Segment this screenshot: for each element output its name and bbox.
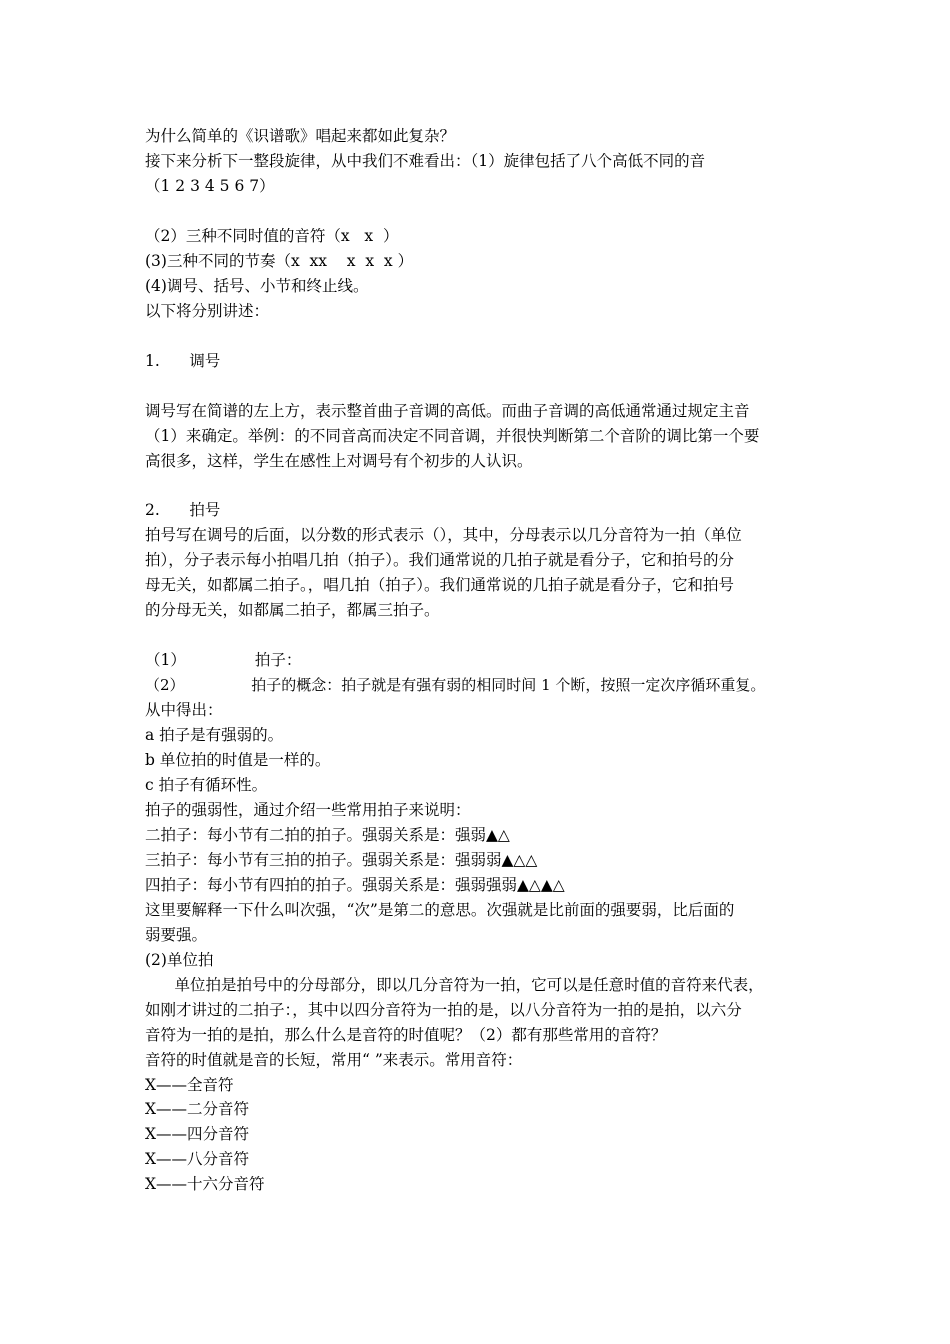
text-line: (4)调号、括号、小节和终止线。 — [145, 277, 369, 295]
section-heading: (2)单位拍 — [145, 951, 214, 969]
list-item: X——十六分音符 — [145, 1175, 265, 1193]
text-line: 二拍子：每小节有二拍的拍子。强弱关系是：强弱▲△ — [145, 826, 510, 844]
text-line: （2） 拍子的概念：拍子就是有强有弱的相同时间 1 个断，按照一定次序循环重复。 — [145, 676, 766, 694]
text-line: 单位拍是拍号中的分母部分，即以几分音符为一拍，它可以是任意时值的音符来代表， — [145, 976, 764, 994]
text-line: 调号写在简谱的左上方，表示整首曲子音调的高低。而曲子音调的高低通常通过规定主音 — [145, 402, 750, 420]
text-line: c 拍子有循环性。 — [145, 776, 268, 794]
text-line: 三拍子：每小节有三拍的拍子。强弱关系是：强弱弱▲△△ — [145, 851, 538, 869]
text-line: 为什么简单的《识谱歌》唱起来都如此复杂？ — [145, 127, 456, 145]
text-line: a 拍子是有强弱的。 — [145, 726, 284, 744]
list-item: X——四分音符 — [145, 1125, 250, 1143]
text-line: (3)三种不同的节奏（x xx x x x ） — [145, 252, 414, 270]
text-line: 这里要解释一下什么叫次强，“次”是第二的意思。次强就是比前面的强要弱，比后面的 — [145, 901, 735, 919]
list-item: X——全音符 — [145, 1076, 234, 1094]
text-line: 拍号写在调号的后面，以分数的形式表示（），其中，分母表示以几分音符为一拍（单位 — [145, 526, 742, 544]
text-line: 弱要强。 — [145, 926, 208, 944]
text-line: 高很多，这样，学生在感性上对调号有个初步的人认识。 — [145, 452, 533, 470]
section-heading: 1. 调号 — [145, 352, 221, 370]
text-line: （1 2 3 4 5 6 7） — [145, 177, 275, 195]
text-line: 音符为一拍的是拍，那么什么是音符的时值呢？（2）都有那些常用的音符？ — [145, 1026, 667, 1044]
text-line: 拍子的强弱性，通过介绍一些常用拍子来说明： — [145, 801, 471, 819]
text-line: 音符的时值就是音的长短，常用“ ”来表示。常用音符： — [145, 1051, 523, 1069]
section-heading: 2. 拍号 — [145, 501, 221, 519]
text-line: 以下将分别讲述： — [145, 302, 270, 320]
text-line: 的分母无关，如都属二拍子，都属三拍子。 — [145, 601, 440, 619]
text-line: 从中得出： — [145, 701, 223, 719]
text-line: 四拍子：每小节有四拍的拍子。强弱关系是：强弱强弱▲△▲△ — [145, 876, 565, 894]
text-line: （1）来确定。举例：的不同音高而决定不同音调，并很快判断第二个音阶的调比第一个要 — [145, 427, 760, 445]
text-line: 如刚才讲过的二拍子：，其中以四分音符为一拍的是，以八分音符为一拍的是拍，以六分 — [145, 1001, 742, 1019]
text-line: （1） 拍子： — [145, 651, 302, 669]
text-line: 母无关，如都属二拍子。，唱几拍（拍子）。我们通常说的几拍子就是看分子，它和拍号 — [145, 576, 735, 594]
text-line: b 单位拍的时值是一样的。 — [145, 751, 331, 769]
text-line: 拍），分子表示每小拍唱几拍（拍子）。我们通常说的几拍子就是看分子，它和拍号的分 — [145, 551, 735, 569]
list-item: X——八分音符 — [145, 1150, 250, 1168]
text-line: 接下来分析下一整段旋律，从中我们不难看出：（1）旋律包括了八个高低不同的音 — [145, 152, 706, 170]
text-line: （2）三种不同时值的音符（x x ） — [145, 227, 399, 245]
list-item: X——二分音符 — [145, 1100, 250, 1118]
